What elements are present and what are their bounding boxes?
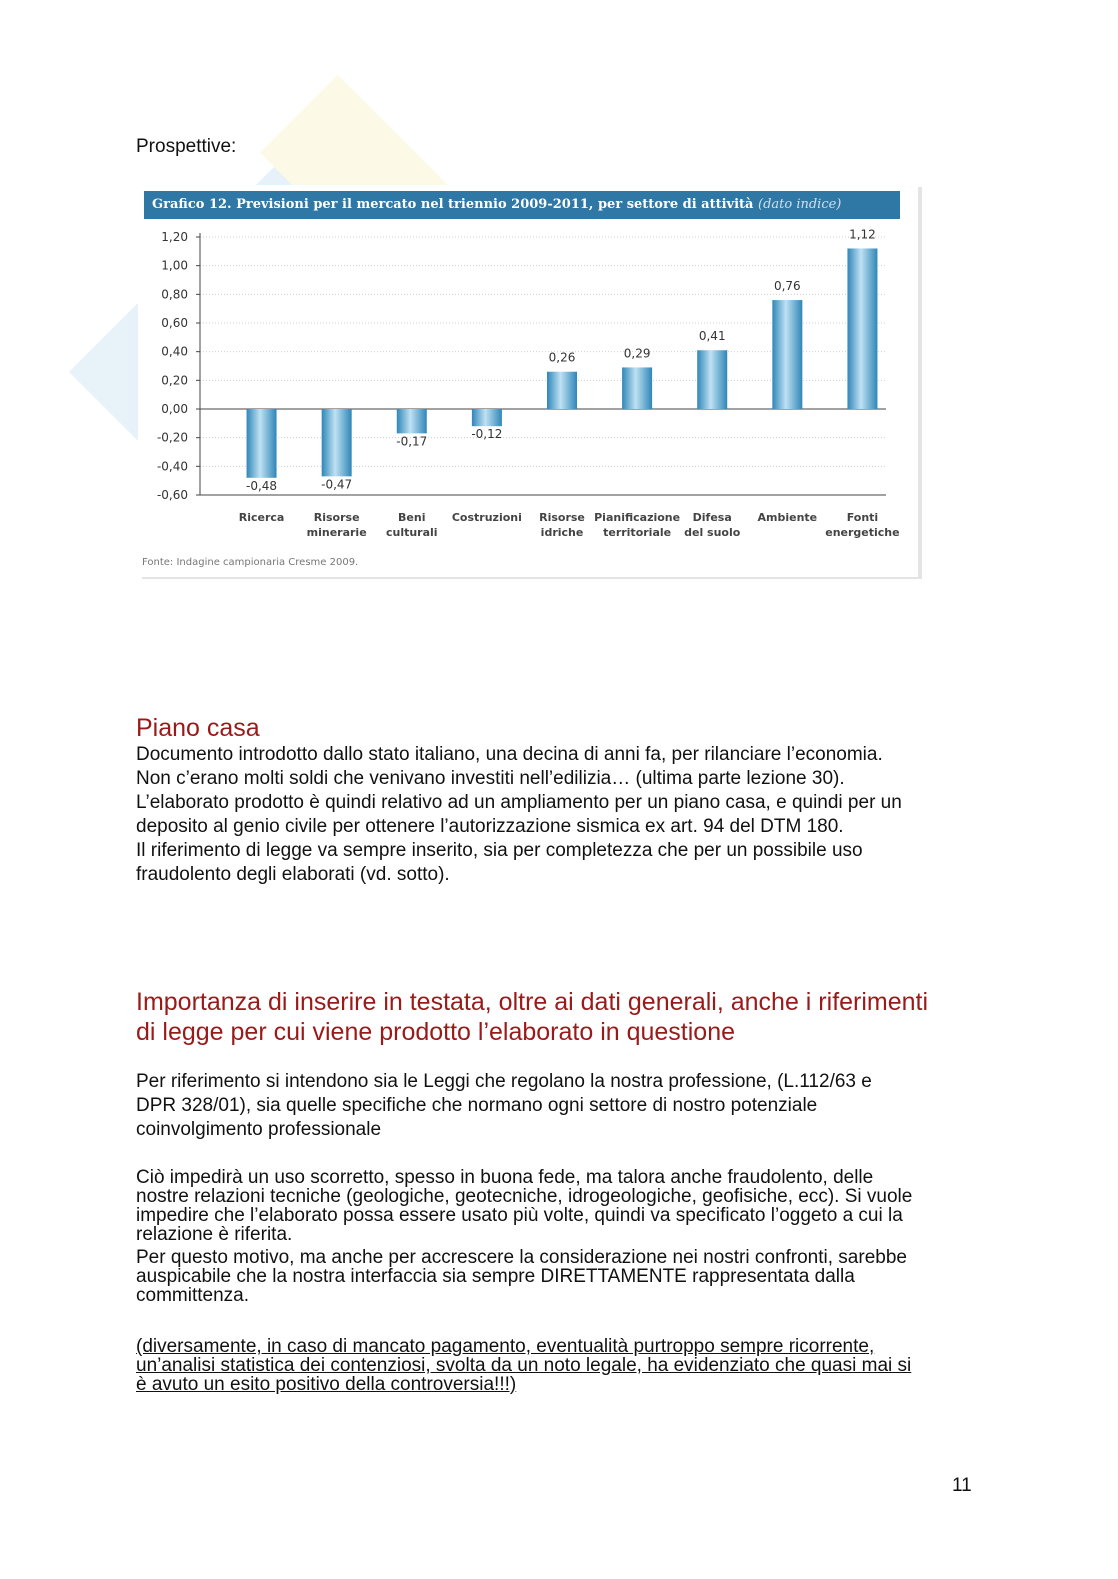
chart-title-note: (dato indice) — [758, 197, 842, 212]
paragraph-line: auspicabile che la nostra interfaccia sia sempre DIRETTAMENTE rappresentata dalla — [136, 1266, 855, 1287]
bar-6 — [697, 350, 727, 409]
paragraph-line: Per questo motivo, ma anche per accrescere la considerazione nei nostri confronti, sarebbe — [136, 1247, 907, 1268]
bar-0 — [247, 409, 277, 478]
paragraph-line: DPR 328/01), sia quelle specifiche che normano ogni settore di nostro potenziale — [136, 1095, 818, 1116]
paragraph-line: un’analisi statistica dei contenziosi, svolta da un noto legale, ha evidenziato che quasi mai si — [136, 1355, 912, 1376]
bar-value-label: 0,41 — [698, 329, 726, 344]
paragraph-line: Il riferimento di legge va sempre inserito, sia per completezza che per un possibile uso — [136, 840, 863, 861]
bar-1 — [322, 409, 352, 476]
bar-value-label: -0,12 — [471, 427, 503, 442]
paragraph-line: nostre relazioni tecniche (geologiche, geotecniche, idrogeologiche, geofisiche, ecc). Si vuole — [136, 1186, 913, 1207]
bar-value-label: -0,47 — [321, 477, 353, 492]
piano-casa-body — [136, 743, 1016, 887]
bar-value-label: 0,29 — [623, 346, 651, 361]
paragraph-line: Documento introdotto dallo stato italiano, una decina di anni fa, per rilanciare l’economia. — [136, 744, 883, 765]
importanza-paragraph-3 — [136, 1248, 1006, 1305]
importanza-paragraph-1 — [136, 1070, 996, 1142]
x-category-label: Fonti — [846, 511, 879, 524]
paragraph-line: deposito al genio civile per ottenere l’autorizzazione sismica ex art. 94 del DTM 180. — [136, 816, 844, 837]
page-number: 11 — [952, 1475, 972, 1496]
paragraph-line: impedire che l’elaborato possa essere usato più volte, quindi va specificato l’oggeto a cui la — [136, 1205, 903, 1226]
bar-value-label: 1,12 — [849, 227, 876, 242]
x-category-label: Costruzioni — [451, 511, 522, 524]
bar-3 — [472, 409, 502, 426]
paragraph-line: è avuto un esito positivo della controversia!!!) — [136, 1374, 517, 1395]
chart-title-text: Grafico 12. Previsioni per il mercato nel triennio 2009-2011, per settore di attività — [152, 197, 754, 212]
x-category-label: minerarie — [306, 526, 367, 539]
x-category-label: Pianificazione — [594, 511, 681, 524]
importanza-paragraph-2 — [136, 1168, 1006, 1244]
x-category-label: Ambiente — [757, 511, 818, 524]
y-tick-label: -0,40 — [156, 459, 188, 474]
section-title-importanza — [136, 987, 1016, 1047]
paragraph-line: Ciò impedirà un uso scorretto, spesso in buona fede, ma talora anche fraudolento, delle — [136, 1167, 874, 1188]
paragraph-line: relazione è riferita. — [136, 1224, 293, 1245]
x-category-label: Ricerca — [238, 511, 285, 524]
bar-chart — [138, 185, 918, 557]
y-tick-label: 0,00 — [161, 402, 188, 416]
paragraph-line: coinvolgimento professionale — [136, 1119, 382, 1140]
section-title-piano-casa: Piano casa — [136, 714, 260, 742]
y-tick-label: 0,40 — [161, 344, 188, 359]
heading-line: Importanza di inserire in testata, oltre ai dati generali, anche i riferimenti — [136, 988, 929, 1016]
x-category-label: Risorse — [539, 511, 585, 524]
bar-8 — [847, 248, 877, 409]
bar-value-label: 0,26 — [548, 350, 576, 365]
x-category-label: Difesa — [692, 511, 732, 524]
x-category-label: energetiche — [825, 526, 900, 539]
y-tick-label: 1,00 — [161, 258, 188, 273]
y-tick-label: -0,60 — [156, 488, 188, 502]
heading-line: di legge per cui viene prodotto l’elaborato in questione — [136, 1018, 736, 1046]
bar-5 — [622, 367, 652, 409]
x-category-label: Beni — [398, 511, 426, 524]
y-tick-label: 0,20 — [161, 373, 188, 388]
y-tick-label: 0,80 — [161, 287, 188, 302]
x-category-label: idriche — [540, 526, 584, 539]
bar-2 — [397, 409, 427, 433]
y-tick-label: -0,20 — [156, 430, 188, 445]
paragraph-line: committenza. — [136, 1285, 249, 1306]
importanza-paragraph-4 — [136, 1337, 1006, 1394]
paragraph-line: Per riferimento si intendono sia le Leggi che regolano la nostra professione, (L.112/63 e — [136, 1071, 872, 1092]
bar-4 — [547, 372, 577, 409]
intro-text: Prospettive: — [136, 136, 237, 157]
paragraph-line: Non c’erano molti soldi che venivano investiti nell’edilizia… (ultima parte lezione 30). — [136, 768, 845, 789]
x-category-label: culturali — [385, 526, 438, 539]
x-category-label: del suolo — [684, 526, 741, 539]
bar-value-label: -0,48 — [246, 478, 278, 493]
x-category-label: territoriale — [603, 526, 672, 539]
paragraph-line: L’elaborato prodotto è quindi relativo ad un ampliamento per un piano casa, e quindi per un — [136, 792, 902, 813]
y-tick-label: 1,20 — [161, 230, 188, 244]
x-category-label: Risorse — [313, 511, 360, 524]
bar-value-label: 0,76 — [773, 279, 801, 294]
chart-figure — [138, 185, 918, 577]
paragraph-line: (diversamente, in caso di mancato pagamento, eventualità purtroppo sempre ricorrente, — [136, 1336, 875, 1357]
bar-7 — [772, 300, 802, 409]
bar-value-label: -0,17 — [396, 434, 428, 449]
paragraph-line: fraudolento degli elaborati (vd. sotto). — [136, 864, 450, 885]
y-tick-label: 0,60 — [161, 316, 188, 330]
chart-source: Fonte: Indagine campionaria Cresme 2009. — [142, 557, 359, 568]
